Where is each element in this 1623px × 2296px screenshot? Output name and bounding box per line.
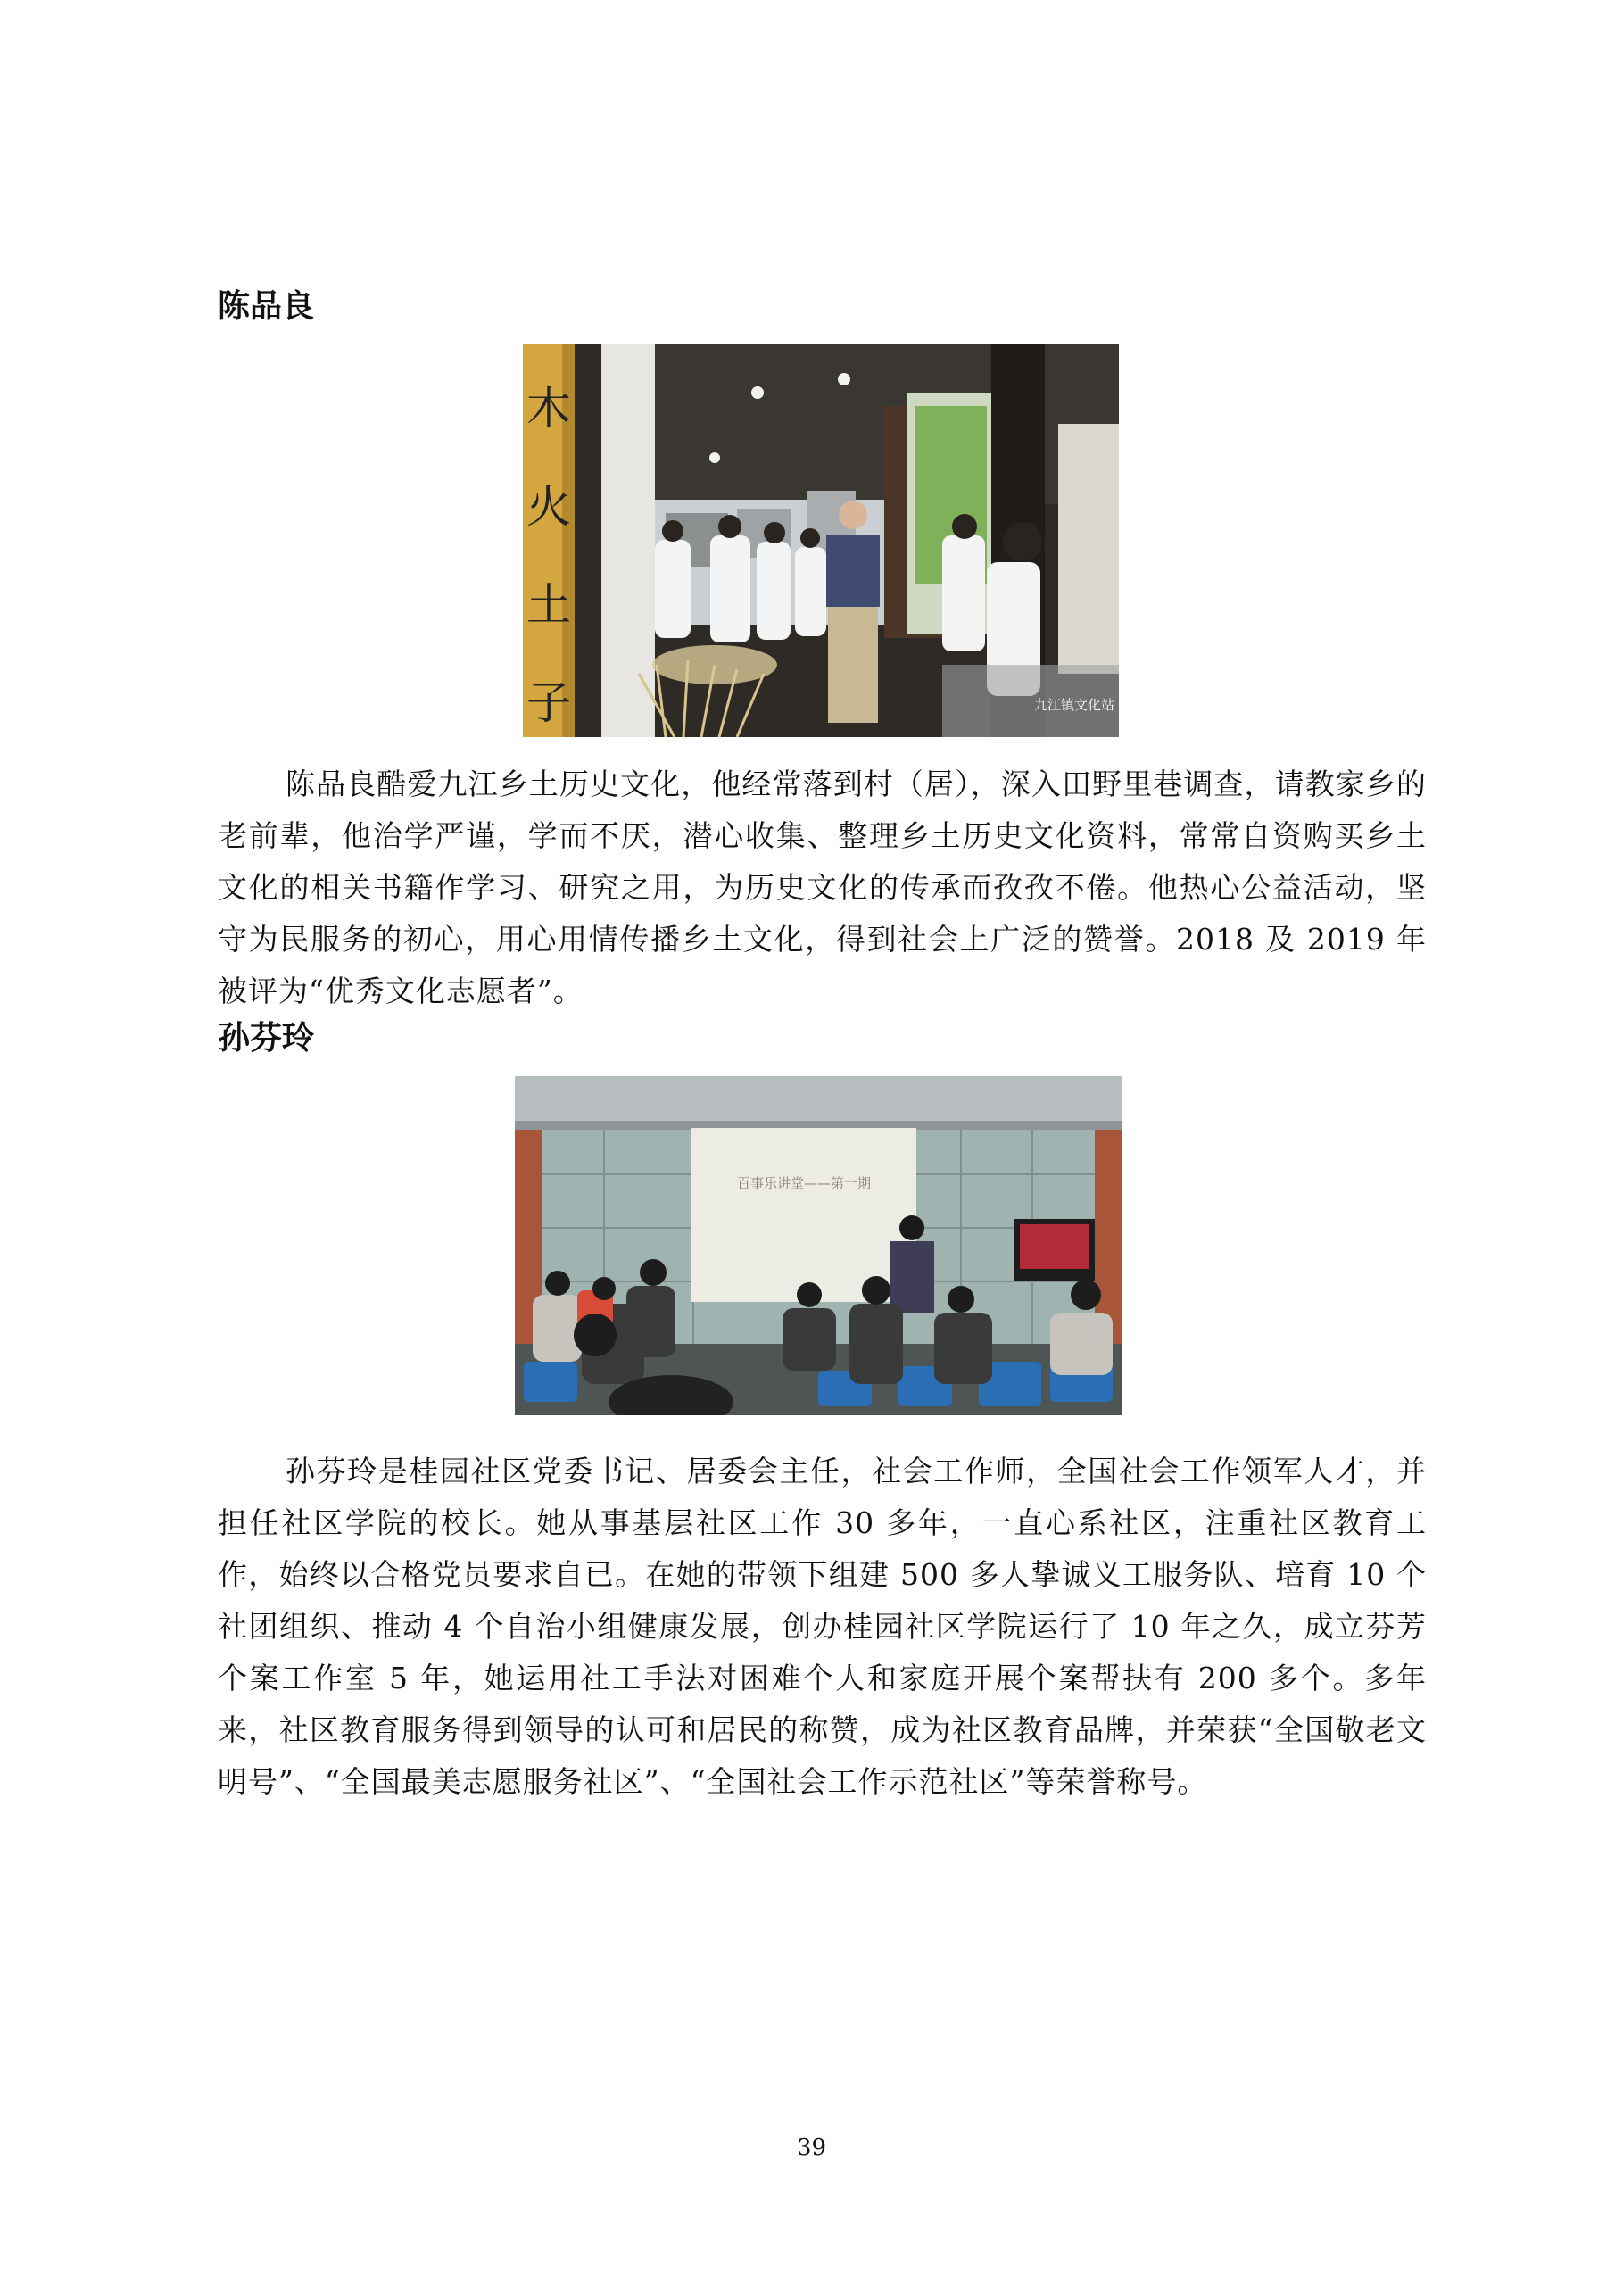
section-heading-chen-pinliang: 陈品良 [218,288,315,325]
photo-watermark: 九江镇文化站 [1033,697,1115,713]
svg-text:木: 木 [526,383,571,435]
paragraph-chen-pinliang: 陈品良酷爱九江乡土历史文化，他经常落到村（居），深入田野里巷调查，请教家乡的老前辈，他治学严谨，学而不厌，潜心收集、整理乡土历史文化资料，常常自资购买乡土文化的相关书籍作学习、研究之用，为历史文化的传承而孜孜不倦。他热心公益活动，坚守为民服务的初心，用心用情传播乡土文化，得到社会上广泛的赞誉。2018 及 2019 年被评为“优秀文化志愿者”。 [218,767,1427,1008]
projection-screen-title: 百事乐讲堂——第一期 [736,1175,872,1191]
paragraph-sun-fenling: 孙芬玲是桂园社区党委书记、居委会主任，社会工作师，全国社会工作领军人才，并担任社区学院的校长。她从事基层社区工作 30 多年，一直心系社区，注重社区教育工作，始终以合格党员要求自已。在她的带领下组建 500 多人挚诚义工服务队、培育 10 个社团组织、推动 4 个自治小组健康发展，创办桂园社区学院运行了 10 年之久，成立芬芳个案工作室 5 年，她运用社工手法对困难个人和家庭开展个案帮扶有 200 多个。多年来，社区教育服务得到领导的认可和居民的称赞，成为社区教育品牌，并荣获“全国敬老文明号”、“全国最美志愿服务社区”、“全国社会工作示范社区”等荣誉称号。 [218,1454,1427,1799]
svg-text:火: 火 [526,481,571,533]
section-heading-sun-fenling: 孙芬玲 [218,1020,315,1057]
photo-community-lecture [515,1076,1122,1415]
photo-museum-guide [523,344,1119,737]
svg-text:土: 土 [526,579,571,631]
page-number: 39 [796,2134,827,2161]
svg-text:子: 子 [526,677,571,729]
